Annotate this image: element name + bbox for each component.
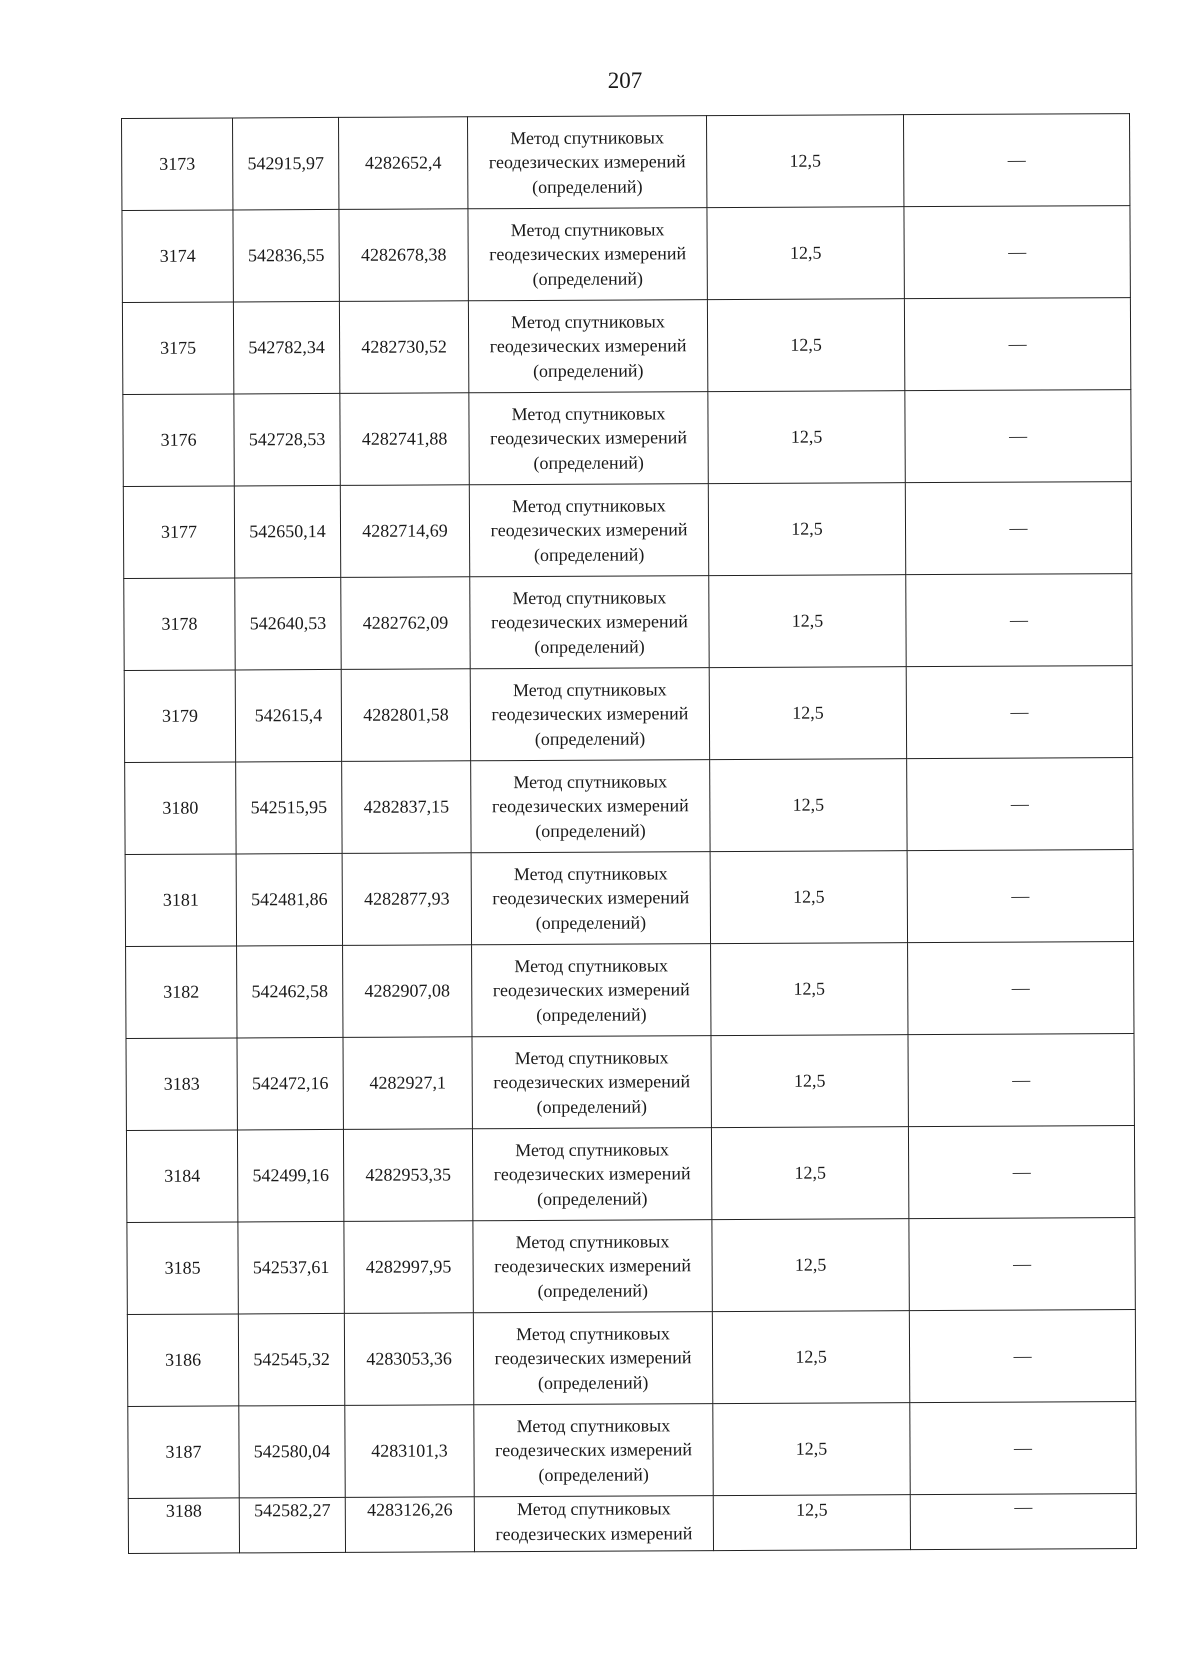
method-line: Метод спутниковых xyxy=(511,311,665,332)
table-row xyxy=(122,114,1130,211)
description-cell: — xyxy=(907,850,1133,943)
method-cell xyxy=(469,484,708,577)
x-coordinate-cell: 542615,4 xyxy=(235,669,341,762)
y-coordinate-cell: 4283053,36 xyxy=(344,1313,473,1406)
accuracy-cell: 12,5 xyxy=(709,575,906,668)
description-cell: — xyxy=(909,1218,1135,1311)
method-cell xyxy=(467,116,706,209)
method-cell xyxy=(473,1220,712,1313)
table-row xyxy=(128,1494,1136,1554)
method-line: Метод спутниковых xyxy=(515,1231,670,1252)
method-line: Метод спутниковых xyxy=(514,1047,669,1068)
accuracy-cell: 12,5 xyxy=(711,1127,908,1220)
accuracy-cell: 12,5 xyxy=(712,1311,909,1404)
x-coordinate-cell: 542640,53 xyxy=(235,577,341,670)
method-cell xyxy=(473,1312,712,1405)
method-line: геодезических измерений xyxy=(492,887,690,909)
method-line: Метод спутниковых xyxy=(512,587,667,608)
method-line: геодезических измерений xyxy=(490,611,688,633)
description-cell: — xyxy=(910,1402,1136,1495)
method-cell xyxy=(474,1404,713,1497)
method-line: (определений) xyxy=(534,636,645,657)
method-line: (определений) xyxy=(533,452,644,473)
description-cell: — xyxy=(909,1310,1135,1403)
y-coordinate-cell: 4283101,3 xyxy=(345,1405,474,1498)
accuracy-cell: 12,5 xyxy=(710,759,907,852)
table-row xyxy=(123,482,1131,579)
page-number: 207 xyxy=(607,68,643,93)
point-id-cell: 3179 xyxy=(124,670,235,763)
description-cell: — xyxy=(907,758,1133,851)
accuracy-cell: 12,5 xyxy=(707,299,904,392)
x-coordinate-cell: 542836,55 xyxy=(233,209,339,302)
table-row xyxy=(124,666,1132,763)
method-cell xyxy=(471,852,710,945)
method-line: Метод спутниковых xyxy=(513,771,668,792)
point-id-cell: 3175 xyxy=(122,302,233,395)
method-line: Метод спутниковых xyxy=(516,1498,671,1520)
table-row xyxy=(128,1402,1136,1499)
point-id-cell: 3178 xyxy=(124,578,235,671)
table-row xyxy=(127,1218,1135,1315)
method-line: геодезических измерений xyxy=(489,243,687,265)
y-coordinate-cell: 4282652,4 xyxy=(338,117,467,210)
point-id-cell: 3180 xyxy=(125,762,236,855)
table-row xyxy=(125,850,1133,947)
method-line: (определений) xyxy=(533,544,645,565)
method-line: Метод спутниковых xyxy=(511,495,666,516)
x-coordinate-cell: 542582,27 xyxy=(239,1497,345,1553)
table-row xyxy=(122,298,1130,395)
table-row xyxy=(123,390,1131,487)
point-id-cell: 3176 xyxy=(123,394,234,487)
accuracy-cell: 12,5 xyxy=(706,115,903,208)
method-line: геодезических измерений xyxy=(492,979,690,1001)
y-coordinate-cell: 4282741,88 xyxy=(340,393,469,486)
description-cell: — xyxy=(905,482,1131,575)
method-line: Метод спутниковых xyxy=(511,403,666,424)
coordinates-table xyxy=(121,113,1137,1554)
table-row xyxy=(126,1126,1134,1223)
method-cell xyxy=(474,1496,713,1552)
table-body xyxy=(122,114,1137,1554)
method-line: (определений) xyxy=(532,360,644,381)
method-line: геодезических измерений xyxy=(495,1439,692,1461)
accuracy-cell: 12,5 xyxy=(708,483,905,576)
method-line: (определений) xyxy=(535,820,646,841)
method-cell xyxy=(470,576,709,669)
method-line: Метод спутниковых xyxy=(513,863,668,884)
method-line: (определений) xyxy=(536,1004,647,1025)
x-coordinate-cell: 542915,97 xyxy=(233,117,339,210)
method-line: (определений) xyxy=(534,728,646,749)
method-line: геодезических измерений xyxy=(491,795,689,817)
method-line: (определений) xyxy=(537,1280,648,1301)
description-cell: — xyxy=(906,574,1132,667)
point-id-cell: 3174 xyxy=(122,210,233,303)
accuracy-cell: 12,5 xyxy=(713,1495,910,1551)
accuracy-cell: 12,5 xyxy=(710,851,907,944)
y-coordinate-cell: 4282997,95 xyxy=(344,1221,473,1314)
y-coordinate-cell: 4282907,08 xyxy=(343,945,472,1038)
method-line: геодезических измерений xyxy=(488,151,686,173)
y-coordinate-cell: 4282837,15 xyxy=(342,761,471,854)
method-cell xyxy=(471,760,710,853)
method-line: Метод спутниковых xyxy=(514,955,669,976)
method-line: Метод спутниковых xyxy=(512,679,667,700)
y-coordinate-cell: 4282678,38 xyxy=(339,209,468,302)
method-line: геодезических измерений xyxy=(494,1347,692,1369)
point-id-cell: 3177 xyxy=(123,486,234,579)
point-id-cell: 3186 xyxy=(127,1314,238,1407)
table-row xyxy=(122,206,1130,303)
method-line: Метод спутниковых xyxy=(516,1323,670,1344)
method-line: Метод спутниковых xyxy=(510,127,664,148)
y-coordinate-cell: 4283126,26 xyxy=(345,1497,474,1553)
y-coordinate-cell: 4282801,58 xyxy=(341,669,470,762)
x-coordinate-cell: 542499,16 xyxy=(237,1129,343,1222)
method-cell xyxy=(468,300,707,393)
table-row xyxy=(126,1034,1134,1131)
y-coordinate-cell: 4282762,09 xyxy=(341,577,470,670)
method-line: (определений) xyxy=(532,176,643,197)
method-line: Метод спутниковых xyxy=(510,219,665,240)
method-cell xyxy=(469,392,708,485)
method-line: геодезических измерений xyxy=(490,519,688,541)
description-cell: — xyxy=(904,206,1130,299)
method-cell xyxy=(472,1128,711,1221)
accuracy-cell: 12,5 xyxy=(709,667,906,760)
point-id-cell: 3173 xyxy=(122,118,233,211)
x-coordinate-cell: 542545,32 xyxy=(238,1313,344,1406)
method-line: (определений) xyxy=(538,1464,649,1485)
table-row xyxy=(126,942,1134,1039)
x-coordinate-cell: 542515,95 xyxy=(236,761,342,854)
description-cell: — xyxy=(908,1034,1134,1127)
table-row xyxy=(127,1310,1135,1407)
method-line: (определений) xyxy=(537,1188,648,1209)
method-line: Метод спутниковых xyxy=(515,1139,669,1160)
accuracy-cell: 12,5 xyxy=(712,1219,909,1312)
y-coordinate-cell: 4282714,69 xyxy=(340,485,469,578)
method-cell xyxy=(472,1036,711,1129)
x-coordinate-cell: 542472,16 xyxy=(237,1037,343,1130)
method-line: геодезических измерений xyxy=(495,1522,693,1544)
description-cell: — xyxy=(908,942,1134,1035)
y-coordinate-cell: 4282877,93 xyxy=(342,853,471,946)
point-id-cell: 3181 xyxy=(125,854,236,947)
method-line: геодезических измерений xyxy=(489,335,687,357)
description-cell: — xyxy=(903,114,1129,207)
method-line: геодезических измерений xyxy=(493,1071,691,1093)
method-line: Метод спутниковых xyxy=(516,1415,671,1436)
method-line: геодезических измерений xyxy=(491,703,689,725)
accuracy-cell: 12,5 xyxy=(711,1035,908,1128)
method-line: (определений) xyxy=(532,268,644,289)
method-line: (определений) xyxy=(535,912,647,933)
point-id-cell: 3183 xyxy=(126,1038,237,1131)
y-coordinate-cell: 4282730,52 xyxy=(339,301,468,394)
x-coordinate-cell: 542728,53 xyxy=(234,393,340,486)
method-line: геодезических измерений xyxy=(493,1163,691,1185)
table-row xyxy=(124,574,1132,671)
point-id-cell: 3187 xyxy=(128,1406,239,1499)
x-coordinate-cell: 542537,61 xyxy=(238,1221,344,1314)
y-coordinate-cell: 4282953,35 xyxy=(343,1129,472,1222)
method-cell xyxy=(472,944,711,1037)
x-coordinate-cell: 542782,34 xyxy=(233,301,339,394)
method-line: (определений) xyxy=(536,1096,648,1117)
point-id-cell: 3185 xyxy=(127,1222,238,1315)
y-coordinate-cell: 4282927,1 xyxy=(343,1037,472,1130)
method-cell xyxy=(470,668,709,761)
point-id-cell: 3184 xyxy=(126,1130,237,1223)
x-coordinate-cell: 542650,14 xyxy=(234,485,340,578)
x-coordinate-cell: 542462,58 xyxy=(237,945,343,1038)
accuracy-cell: 12,5 xyxy=(707,207,904,300)
description-cell: — xyxy=(904,298,1130,391)
description-cell: — xyxy=(908,1126,1134,1219)
x-coordinate-cell: 542481,86 xyxy=(236,853,342,946)
accuracy-cell: 12,5 xyxy=(708,391,905,484)
accuracy-cell: 12,5 xyxy=(713,1403,910,1496)
description-cell: — xyxy=(910,1494,1136,1550)
description-cell: — xyxy=(905,390,1131,483)
method-cell xyxy=(468,208,707,301)
point-id-cell: 3188 xyxy=(128,1498,239,1554)
x-coordinate-cell: 542580,04 xyxy=(239,1405,345,1498)
point-id-cell: 3182 xyxy=(126,946,237,1039)
accuracy-cell: 12,5 xyxy=(711,943,908,1036)
method-line: геодезических измерений xyxy=(494,1255,692,1277)
method-line: (определений) xyxy=(537,1372,649,1393)
method-line: геодезических измерений xyxy=(490,427,688,449)
description-cell: — xyxy=(906,666,1132,759)
table-row xyxy=(125,758,1133,855)
